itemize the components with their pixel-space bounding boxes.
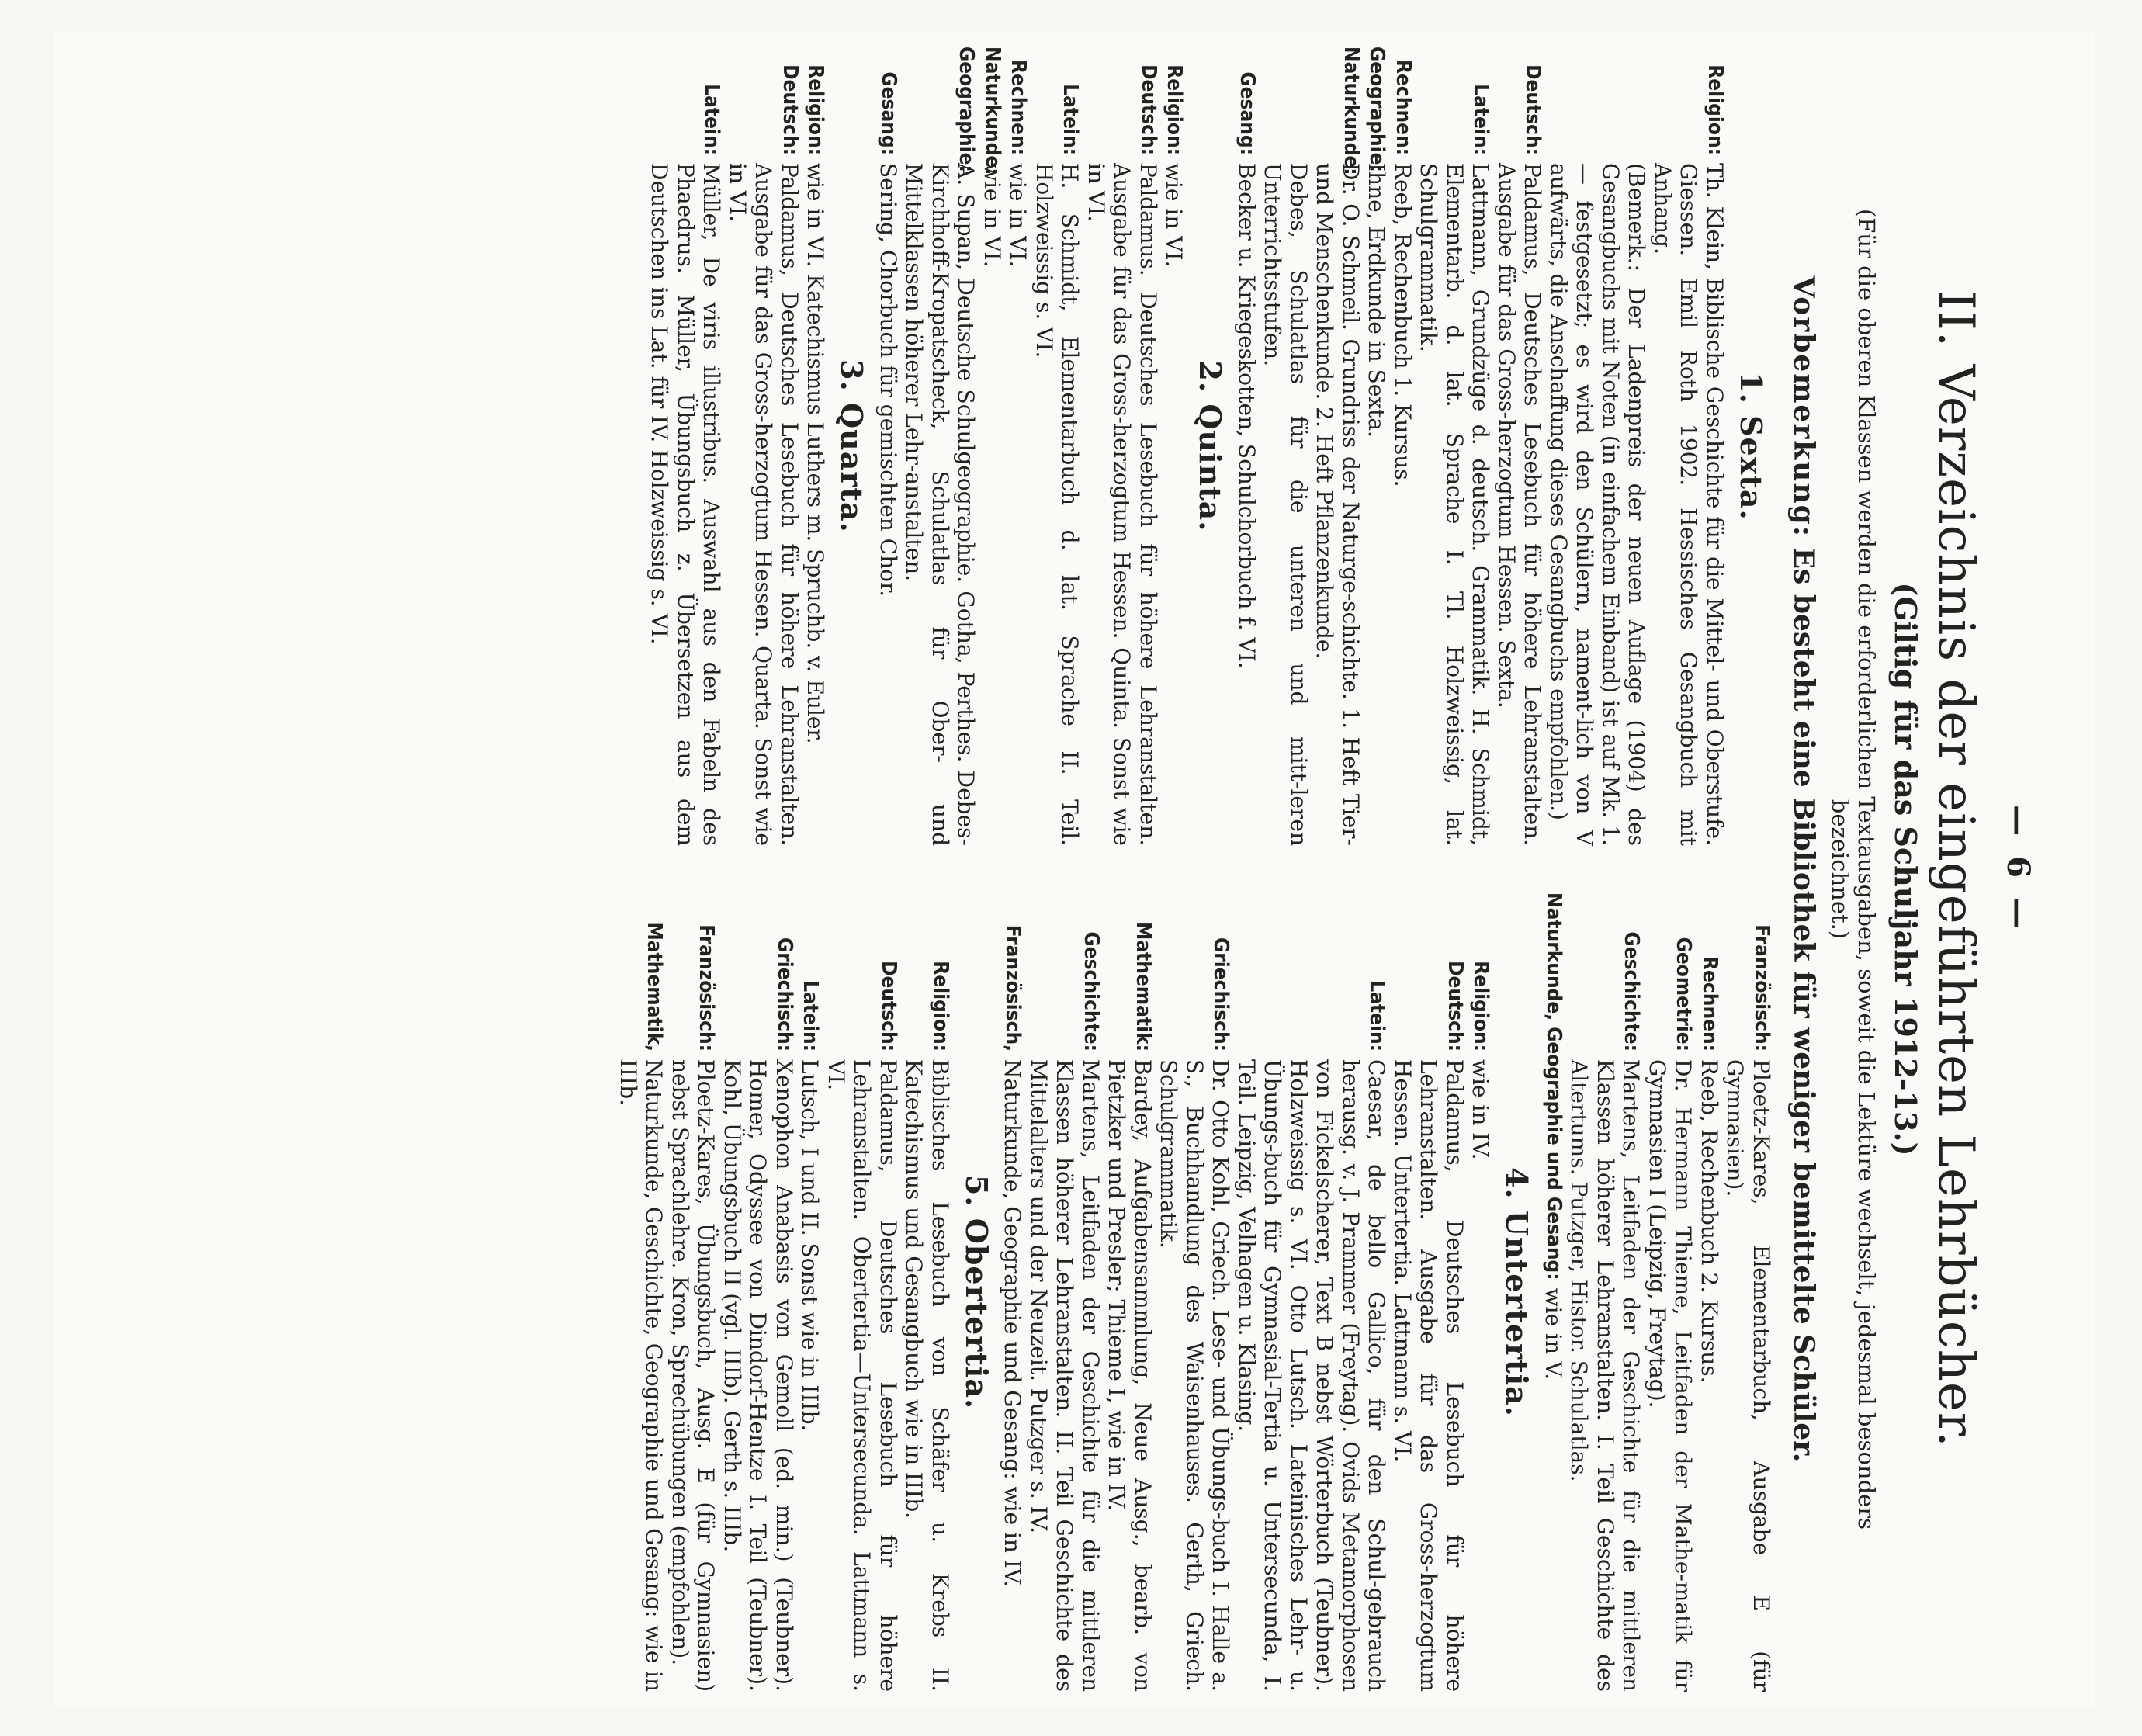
entry-label: Französisch:	[695, 924, 719, 1052]
entry-label: Latein:	[1059, 84, 1083, 155]
entry-label: Griechisch:	[773, 937, 796, 1052]
list-item	[1566, 892, 1645, 1692]
vorbemerkung-text: Es besteht eine Bibliothek für weniger bemittelte Schüler.	[1787, 547, 1820, 1463]
entry-text: Ploetz-Kares, Übungsbuch, Ausg. E (für Gymnasien) nebst Sprachlehre. Kron, Sprechübungen (empfohlen).	[667, 1059, 719, 1692]
list-item	[1722, 892, 1774, 1692]
list-item	[646, 47, 725, 846]
list-item	[1083, 47, 1162, 846]
entry-label: Rechnen:	[1007, 60, 1031, 155]
entry-text: Lattmann, Grundzüge d. deutsch. Grammatik. H. Schmidt, Elementarb. d. lat. Sprache I. Tl. Holzweissig, lat. Schulgrammatik.	[1416, 163, 1494, 846]
entry-text: Paldamus, Deutsches Lesebuch für höhere Lehranstalten. Obertertia—Untersecunda. Lattmann s. VI.	[823, 1059, 901, 1692]
left-column	[615, 47, 1775, 846]
entry-text: Paldamus, Deutsches Lesebuch für höhere Lehranstalten. Ausgabe für das Gross-herzogtum Hessen. Quarta. Sonst wie in VI.	[725, 163, 802, 846]
list-item	[1156, 892, 1234, 1692]
list-item	[901, 892, 953, 1692]
list-item	[1546, 47, 1650, 846]
entry-text: Paldamus, Deutsches Lesebuch für höhere Lehranstalten. Ausgabe für das Gross-herzogtum Hessen. Sexta.	[1494, 163, 1546, 846]
section-title-obertertia: 5. Obertertia.	[959, 1174, 994, 1410]
entry-text: Biblisches Lesebuch von Schäfer u. Krebs II. Katechismus und Gesangbuch wie in IIIb.	[901, 1059, 953, 1692]
entry-label: Deutsch:	[877, 961, 900, 1052]
entry-label: Deutsch:	[1521, 64, 1545, 155]
entry-label: Religion:	[804, 64, 828, 155]
entry-text: Paldamus. Deutsches Lesebuch für höhere Lehranstalten. Ausgabe für das Gross-herzogtum Hessen. Quinta. Sonst wie in VI.	[1083, 163, 1161, 846]
list-item	[1650, 47, 1728, 846]
list-item	[719, 892, 798, 1692]
entry-text: Martens, Leitfaden der Geschichte für die mittleren Klassen höherer Lehranstalten. I. Teil Geschichte des Altertums. Putzger, Histor. Schulatlas.	[1566, 1059, 1645, 1692]
entry-label: Mathematik,	[643, 922, 667, 1052]
entry-text: Naturkunde, Geschichte, Geographie und Gesang: wie in IIIb.	[615, 1059, 667, 1692]
entry-text: Th. Klein, Biblische Geschichte für die Mittel- und Oberstufe. Giessen. Emil Roth 1902. Hessisches Gesangbuch mit Anhang.	[1650, 163, 1728, 846]
entry-label: Latein:	[1469, 84, 1493, 155]
vorbemerkung	[1785, 47, 1822, 1692]
list-item	[1312, 47, 1364, 846]
list-item	[1645, 892, 1697, 1692]
entry-text: Debes, Schulatlas für die unteren und mitt-leren Unterrichtsstufen.	[1260, 163, 1312, 846]
entry-label: Deutsch:	[778, 64, 802, 155]
entry-label: Naturkunde:	[1340, 47, 1363, 175]
entry-text: wie in VI.	[979, 163, 1005, 268]
list-item	[1260, 47, 1312, 846]
entry-label: Rechnen:	[1392, 60, 1415, 155]
list-item	[667, 892, 719, 1692]
entry-label: Französisch,	[1001, 924, 1025, 1052]
vorbemerkung-label: Vorbemerkung:	[1787, 275, 1820, 539]
entry-label: Gesang:	[1236, 71, 1259, 155]
list-item	[1364, 47, 1390, 846]
entry-label: Latein:	[700, 84, 724, 155]
section-title-untertertia: 4. Untertertia.	[1499, 1166, 1535, 1417]
intro-note: (Für die oberen Klassen werden die erforderlichen Textausgaben, soweit die Lektüre wechselt, jedesmal besonders bezeichnet.)	[1827, 208, 1880, 1530]
entry-text: H. Schmidt, Elementarbuch d. lat. Sprache II. Teil. Holzweissig s. VI.	[1031, 163, 1083, 846]
entry-label: Naturkunde, Geographie und Gesang:	[1542, 892, 1565, 1280]
rotated-page-content	[62, 47, 2049, 1692]
list-item	[979, 47, 1006, 846]
list-item	[1541, 892, 1567, 1692]
entry-label: Latein:	[1365, 980, 1389, 1052]
entry-text: Bardey, Aufgabensammlung, Neue Ausg., bearb. von Pietzker und Presler; Thieme I, wie in IV.	[1104, 1059, 1156, 1692]
list-item	[1000, 892, 1026, 1692]
list-item	[1234, 892, 1390, 1692]
entry-text: Dr. Otto Kohl, Griech. Lese- und Übungs-buch I. Halle a. S., Buchhandlung des Waisenhauses. Gerth, Griech. Schulgrammatik.	[1156, 1059, 1234, 1692]
list-item	[1005, 47, 1031, 846]
list-item	[901, 47, 979, 846]
entry-label: Rechnen:	[1698, 956, 1721, 1052]
entry-label: Religion:	[1469, 961, 1493, 1052]
entry-label: Griechisch:	[1209, 937, 1233, 1052]
list-item	[802, 47, 829, 846]
entry-text: Dr. Hermann Thieme, Leitfaden der Mathe-matik für Gymnasien I (Leipzig, Freytag).	[1645, 1059, 1697, 1692]
right-column	[615, 892, 1775, 1692]
entry-label: Deutsch:	[1444, 961, 1467, 1052]
entry-text: Ploetz-Kares, Elementarbuch, Ausgabe E (für Gymnasien).	[1722, 1059, 1774, 1692]
entry-text: Paldamus, Deutsches Lesebuch für höhere Lehranstalten. Ausgabe für das Gross-herzogtum Hessen. Untertertia. Lattmann s. VI.	[1390, 1059, 1468, 1692]
section-title-quinta: 2. Quinta.	[1193, 360, 1229, 532]
entry-text: Lutsch, I und II. Sonst wie in IIIb.	[797, 1059, 823, 1432]
list-item	[875, 47, 902, 846]
entry-text: wie in V.	[1541, 1287, 1566, 1381]
entry-label: Gesang:	[877, 71, 900, 155]
entry-label: Geschichte:	[1620, 931, 1644, 1052]
entry-text: Dr. O. Schmeil. Grundriss der Naturge-schichte. 1. Heft Tier- und Menschenkunde. 2. Heft Pflanzenkunde.	[1312, 163, 1364, 846]
entry-text: Reeb, Rechenbuch 1. Kursus.	[1390, 163, 1416, 487]
entry-text: Caesar, de bello Gallico, für den Schul-gebrauch herausg. v. J. Prammer (Freytag). Ovids Metamorphosen von Fickelscherer, Text B nebst Wörterbuch (Teubner). Holzweissig s. VI. Otto Lutsch. Lateinisches Lehr- u. Übungs-buch für Gymnasial-Tertia u. Untersecunda, I. Teil. Leipzig, Velhagen u. Klasing.	[1234, 1059, 1390, 1692]
list-item	[1494, 47, 1546, 846]
entry-text: Xenophon Anabasis von Gemoll (ed. min.) (Teubner). Homer, Odyssee von Dindorf-Hentze I. Teil (Teubner). Kohl, Übungsbuch II (vgl. IIIb). Gerth s. IIIb.	[719, 1059, 797, 1692]
entry-text: Ihne, Erdkunde in Sexta.	[1364, 163, 1390, 438]
page-subtitle: (Giltig für das Schuljahr 1912-13.)	[1888, 582, 1923, 1156]
entry-text: wie in VI.	[1161, 163, 1187, 268]
list-item	[1390, 47, 1416, 846]
page-title: II. Verzeichnis der eingeführten Lehrbücher.	[1927, 290, 1984, 1448]
list-item	[797, 892, 823, 1692]
two-columns	[615, 47, 1775, 1692]
entry-text: Sering, Chorbuch für gemischten Chor.	[875, 163, 901, 598]
entry-label: Geographie:	[955, 47, 979, 172]
list-item	[615, 892, 667, 1692]
section-title-sexta: 1. Sexta.	[1734, 372, 1769, 521]
list-item	[725, 47, 803, 846]
list-item	[1697, 892, 1723, 1692]
section-title-quarta: 3. Quarta.	[834, 359, 870, 533]
entry-text: Becker u. Kriegeskotten, Schulchorbuch f. VI.	[1234, 163, 1260, 669]
list-item	[1234, 47, 1260, 846]
entry-label: Religion:	[1163, 64, 1187, 155]
list-item	[1161, 47, 1187, 846]
entry-label: Latein:	[799, 980, 823, 1052]
entry-label: Geschichte:	[1080, 931, 1103, 1052]
entry-text: Martens, Leitfaden der Geschichte für die mittleren Klassen höherer Lehranstalten. II. Teil Geschichte des Mittelalters und der Neuzeit. Putzger s. IV.	[1026, 1059, 1104, 1692]
list-item	[1390, 892, 1468, 1692]
entry-text: Müller, De viris illustribus. Auswahl aus den Fabeln des Phaedrus. Müller, Übungsbuch z. Übersetzen aus dem Deutschen ins Lat. für IV. Holzweissig s. VI.	[646, 163, 725, 846]
entry-text: A. Supan, Deutsche Schulgeographie. Gotha, Perthes. Debes-Kirchhoff-Kropatscheck, Schulatlas für Ober- und Mittelklassen höherer Lehr-anstalten.	[901, 163, 979, 846]
entry-text: wie in IV.	[1468, 1059, 1494, 1160]
list-item	[1104, 892, 1156, 1692]
entry-text: Naturkunde, Geographie und Gesang: wie in IV.	[1000, 1059, 1026, 1588]
entry-text: wie in VI. Katechismus Luthers m. Spruchb. v. Euler.	[802, 163, 829, 744]
entry-text: Reeb, Rechenbuch 2. Kursus.	[1697, 1059, 1722, 1384]
entry-label: Religion:	[1704, 64, 1727, 155]
page-number: — 6 —	[2000, 805, 2036, 934]
entry-label: Mathematik:	[1132, 921, 1155, 1052]
entry-text: (Bemerk.: Der Ladenpreis der neuen Auflage (1904) des Gesangbuchs mit Noten (in einfachem Einband) ist auf Mk. 1.— festgesetzt; es wird den Schülern, nament-lich von V aufwärts, die Anschaffung dieses Gesangbuchs empfohlen.)	[1546, 163, 1650, 846]
entry-label: Deutsch:	[1137, 64, 1160, 155]
entry-label: Geometrie:	[1672, 937, 1696, 1052]
entry-text: wie in VI.	[1005, 163, 1031, 268]
list-item	[1026, 892, 1104, 1692]
list-item	[1031, 47, 1083, 846]
entry-label: Religion:	[929, 961, 952, 1052]
list-item	[1468, 892, 1494, 1692]
list-item	[823, 892, 902, 1692]
entry-label: Französisch:	[1750, 924, 1773, 1052]
list-item	[1416, 47, 1494, 846]
entry-label: Naturkunde:	[981, 47, 1004, 175]
entry-label: Geographie:	[1365, 47, 1389, 172]
